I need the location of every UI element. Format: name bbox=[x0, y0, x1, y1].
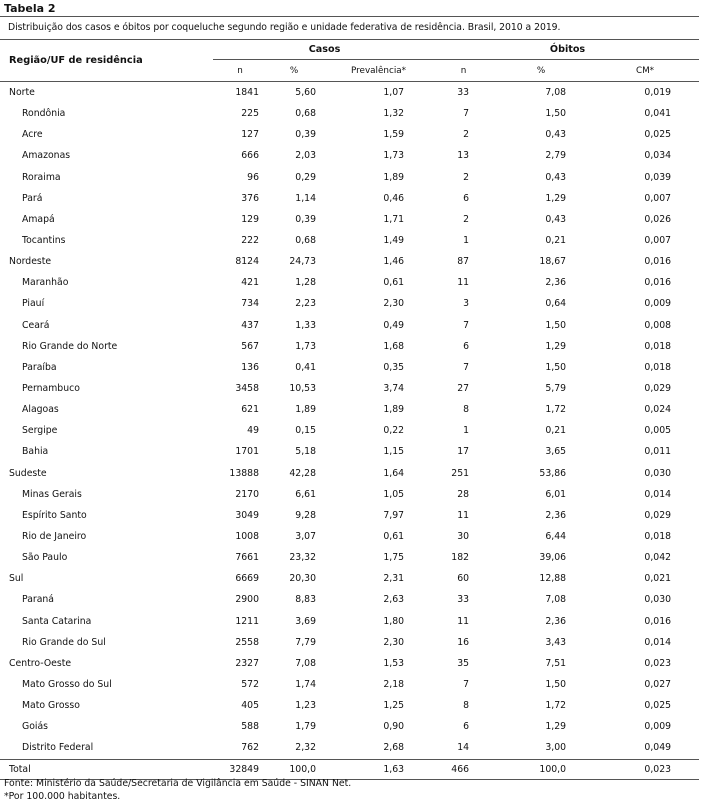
cell-cm: 0,016 bbox=[644, 256, 672, 268]
cell-casos-n: 572 bbox=[241, 679, 259, 690]
cell-name: Bahia bbox=[22, 446, 49, 458]
cell-prevalencia: 0,22 bbox=[383, 425, 405, 437]
cell-cm: 0,029 bbox=[644, 383, 672, 395]
cell-cm: 0,016 bbox=[644, 277, 672, 289]
cell-casos-pct: 0,29 bbox=[295, 171, 316, 183]
cell-casos-pct: 1,73 bbox=[295, 340, 316, 352]
cell-cm: 0,049 bbox=[644, 742, 672, 754]
cell-casos-n: 2558 bbox=[235, 636, 259, 648]
cell-casos-pct: 1,33 bbox=[295, 319, 316, 331]
cell-name: Alagoas bbox=[22, 404, 59, 416]
cell-obitos-pct: 7,08 bbox=[545, 87, 567, 99]
cell-obitos-n: 14 bbox=[457, 742, 470, 754]
cell-obitos-n: 17 bbox=[457, 446, 470, 458]
cell-prevalencia: 1,59 bbox=[383, 129, 405, 141]
cell-obitos-n: 35 bbox=[457, 657, 470, 669]
cell-casos-pct: 1,14 bbox=[295, 192, 316, 204]
cell-obitos-pct: 1,72 bbox=[545, 700, 567, 712]
cell-obitos-pct: 39,06 bbox=[539, 552, 567, 564]
cell-name: Paraíba bbox=[22, 361, 57, 373]
cell-prevalencia: 2,30 bbox=[383, 636, 405, 648]
table-row-region bbox=[0, 82, 699, 104]
table-body bbox=[0, 82, 699, 780]
cell-casos-pct: 10,53 bbox=[289, 383, 316, 395]
cell-name: Piauí bbox=[22, 298, 45, 310]
cell-obitos-pct: 1,29 bbox=[545, 721, 567, 733]
table-row-region bbox=[0, 463, 699, 484]
cell-casos-pct: 0,15 bbox=[295, 425, 316, 437]
cell-casos-pct: 5,18 bbox=[295, 446, 316, 458]
cell-cm: 0,014 bbox=[644, 636, 672, 648]
cell-cm: 0,007 bbox=[644, 235, 672, 247]
cell-cm: 0,008 bbox=[644, 319, 672, 331]
cell-obitos-n: 30 bbox=[457, 531, 470, 543]
cell-casos-pct: 23,32 bbox=[289, 552, 316, 564]
cell-obitos-n: 2 bbox=[463, 213, 470, 225]
cell-obitos-pct: 12,88 bbox=[539, 573, 567, 585]
table-row-uf bbox=[0, 441, 699, 462]
cell-prevalencia: 1,49 bbox=[383, 235, 405, 247]
cell-casos-n: 32849 bbox=[213, 759, 267, 779]
cell-prevalencia: 0,49 bbox=[383, 319, 405, 331]
table-row-uf bbox=[0, 188, 699, 209]
cell-cm: 0,034 bbox=[644, 150, 672, 162]
cell-cm: 0,024 bbox=[644, 404, 672, 416]
caption-box bbox=[0, 16, 699, 40]
cell-casos-n: 2900 bbox=[235, 594, 259, 606]
cell-casos-pct: 1,79 bbox=[295, 721, 316, 733]
cell-prevalencia: 1,68 bbox=[383, 340, 405, 352]
header-casos-n: n bbox=[213, 60, 267, 82]
cell-obitos-n: 33 bbox=[457, 87, 470, 99]
cell-prevalencia: 1,53 bbox=[383, 657, 405, 669]
cell-obitos-pct: 0,43 bbox=[545, 213, 567, 225]
cell-obitos-n: 466 bbox=[436, 759, 491, 779]
cell-casos-n: 129 bbox=[241, 213, 259, 225]
cell-casos-pct: 5,60 bbox=[295, 87, 316, 99]
table-row-uf bbox=[0, 103, 699, 124]
cell-prevalencia: 1,75 bbox=[383, 552, 405, 564]
cell-casos-n: 13888 bbox=[229, 467, 259, 479]
cell-casos-pct: 3,07 bbox=[295, 531, 316, 543]
cell-casos-n: 136 bbox=[241, 361, 259, 373]
header-prevalencia: Prevalência* bbox=[321, 60, 436, 82]
cell-obitos-n: 28 bbox=[457, 488, 470, 500]
cell-obitos-pct: 53,86 bbox=[539, 467, 567, 479]
table-row-uf bbox=[0, 632, 699, 653]
cell-name: Amapá bbox=[22, 213, 55, 225]
cell-casos-pct: 42,28 bbox=[289, 467, 316, 479]
cell-casos-n: 222 bbox=[241, 235, 259, 247]
cell-obitos-pct: 7,51 bbox=[545, 657, 567, 669]
cell-obitos-n: 1 bbox=[463, 425, 470, 437]
cell-obitos-pct: 2,79 bbox=[545, 150, 567, 162]
cell-obitos-n: 6 bbox=[463, 721, 470, 733]
cell-name: Goiás bbox=[22, 721, 49, 733]
cell-prevalencia: 1,71 bbox=[383, 213, 405, 225]
cell-name: Acre bbox=[22, 129, 43, 141]
cell-prevalencia: 1,32 bbox=[383, 108, 405, 120]
cell-prevalencia: 0,46 bbox=[383, 192, 405, 204]
cell-casos-pct: 0,41 bbox=[295, 361, 316, 373]
cell-casos-n: 405 bbox=[241, 700, 259, 712]
cell-name: Mato Grosso do Sul bbox=[22, 679, 112, 690]
cell-obitos-pct: 2,36 bbox=[545, 509, 567, 521]
table-row-uf bbox=[0, 336, 699, 357]
header-casos: Casos bbox=[308, 43, 341, 55]
cell-obitos-pct: 2,36 bbox=[545, 615, 567, 627]
cell-name: Sul bbox=[9, 573, 24, 585]
cell-name: Pernambuco bbox=[22, 383, 80, 395]
cell-obitos-n: 182 bbox=[451, 552, 470, 564]
cell-prevalencia: 2,31 bbox=[383, 573, 405, 585]
footer-source: Fonte: Ministério da Saúde/Secretaria de Vigilância em Saúde - SINAN Net. bbox=[4, 778, 352, 789]
table-row-uf bbox=[0, 378, 699, 399]
cell-obitos-pct: 1,50 bbox=[545, 319, 567, 331]
table-row-total bbox=[0, 759, 699, 779]
cell-name: Paraná bbox=[22, 594, 54, 606]
cell-prevalencia: 1,89 bbox=[383, 404, 405, 416]
cell-name: Total bbox=[0, 759, 213, 779]
footer-note: *Por 100.000 habitantes. bbox=[4, 791, 121, 802]
cell-cm: 0,030 bbox=[644, 594, 672, 606]
cell-cm: 0,007 bbox=[644, 192, 672, 204]
table-row-uf bbox=[0, 167, 699, 188]
cell-casos-pct: 7,79 bbox=[295, 636, 316, 648]
cell-casos-pct: 1,23 bbox=[295, 700, 316, 712]
cell-obitos-n: 7 bbox=[463, 319, 470, 331]
cell-prevalencia: 0,35 bbox=[383, 361, 405, 373]
cell-cm: 0,042 bbox=[644, 552, 672, 564]
cell-casos-n: 588 bbox=[241, 721, 259, 733]
table-row-region bbox=[0, 568, 699, 589]
cell-casos-pct: 9,28 bbox=[295, 509, 316, 521]
table-row-uf bbox=[0, 505, 699, 526]
cell-cm: 0,018 bbox=[644, 531, 672, 543]
table-row-uf bbox=[0, 716, 699, 737]
table-caption: Distribuição dos casos e óbitos por coqueluche segundo região e unidade federativa de residência. Brasil, 2010 a 2019. bbox=[8, 22, 561, 33]
table-row-uf bbox=[0, 526, 699, 547]
cell-obitos-n: 3 bbox=[463, 298, 470, 310]
table-row-uf bbox=[0, 420, 699, 441]
cell-prevalencia: 1,15 bbox=[383, 446, 405, 458]
cell-casos-pct: 2,03 bbox=[295, 150, 316, 162]
table-row-uf bbox=[0, 230, 699, 251]
cell-obitos-pct: 3,43 bbox=[545, 636, 567, 648]
cell-obitos-pct: 3,00 bbox=[545, 742, 567, 754]
header-obitos-n: n bbox=[436, 60, 491, 82]
cell-name: Mato Grosso bbox=[22, 700, 80, 712]
cell-casos-pct: 2,23 bbox=[295, 298, 316, 310]
data-table bbox=[0, 39, 699, 780]
table-row-region bbox=[0, 653, 699, 674]
cell-prevalencia: 0,61 bbox=[383, 277, 405, 289]
cell-name: Santa Catarina bbox=[22, 615, 92, 627]
cell-prevalencia: 3,74 bbox=[383, 383, 405, 395]
cell-casos-n: 96 bbox=[247, 171, 259, 183]
table-row-uf bbox=[0, 357, 699, 378]
table-row-uf bbox=[0, 695, 699, 716]
cell-obitos-n: 6 bbox=[463, 192, 470, 204]
cell-obitos-n: 33 bbox=[457, 594, 470, 606]
cell-prevalencia: 7,97 bbox=[383, 509, 405, 521]
cell-obitos-n: 8 bbox=[463, 700, 470, 712]
cell-name: Rio Grande do Norte bbox=[22, 340, 118, 352]
cell-casos-n: 49 bbox=[247, 425, 259, 437]
cell-casos-pct: 0,68 bbox=[295, 108, 316, 120]
cell-prevalencia: 1,73 bbox=[383, 150, 405, 162]
cell-cm: 0,026 bbox=[644, 213, 672, 225]
table-row-uf bbox=[0, 589, 699, 610]
cell-casos-n: 762 bbox=[241, 742, 259, 754]
cell-name: Ceará bbox=[22, 319, 50, 331]
cell-obitos-n: 6 bbox=[463, 340, 470, 352]
cell-name: Amazonas bbox=[22, 150, 71, 162]
cell-casos-n: 3458 bbox=[235, 383, 259, 395]
header-obitos-pct: % bbox=[491, 60, 591, 82]
cell-obitos-pct: 7,08 bbox=[545, 594, 567, 606]
cell-prevalencia: 0,61 bbox=[383, 531, 405, 543]
cell-casos-pct: 6,61 bbox=[295, 488, 316, 500]
header-casos-pct: % bbox=[267, 60, 321, 82]
table-row-uf bbox=[0, 674, 699, 695]
cell-casos-n: 7661 bbox=[235, 552, 259, 564]
cell-name: Centro-Oeste bbox=[9, 657, 72, 669]
cell-obitos-n: 1 bbox=[463, 235, 470, 247]
cell-cm: 0,030 bbox=[644, 467, 672, 479]
cell-cm: 0,009 bbox=[644, 298, 672, 310]
cell-name: Sergipe bbox=[22, 425, 58, 437]
cell-obitos-pct: 6,44 bbox=[545, 531, 567, 543]
cell-casos-pct: 24,73 bbox=[289, 256, 316, 268]
cell-prevalencia: 2,63 bbox=[383, 594, 405, 606]
cell-casos-n: 127 bbox=[241, 129, 259, 141]
cell-name: Rondônia bbox=[22, 108, 66, 120]
cell-cm: 0,023 bbox=[644, 657, 672, 669]
cell-prevalencia: 1,63 bbox=[321, 759, 436, 779]
table-row-uf bbox=[0, 293, 699, 314]
table-row-uf bbox=[0, 315, 699, 336]
cell-casos-n: 567 bbox=[241, 340, 259, 352]
cell-casos-pct: 2,32 bbox=[295, 742, 316, 754]
header-cm: CM* bbox=[591, 60, 699, 82]
table-row-uf bbox=[0, 209, 699, 230]
cell-casos-pct: 0,39 bbox=[295, 129, 316, 141]
cell-name: Rio de Janeiro bbox=[22, 531, 87, 543]
cell-cm: 0,041 bbox=[644, 108, 672, 120]
cell-casos-n: 2327 bbox=[235, 657, 259, 669]
cell-name: Norte bbox=[9, 87, 35, 99]
cell-prevalencia: 1,05 bbox=[383, 488, 405, 500]
cell-prevalencia: 1,46 bbox=[383, 256, 405, 268]
cell-casos-n: 1841 bbox=[235, 87, 259, 99]
cell-obitos-pct: 0,43 bbox=[545, 171, 567, 183]
cell-obitos-n: 11 bbox=[457, 509, 470, 521]
cell-casos-n: 3049 bbox=[235, 509, 259, 521]
cell-cm: 0,021 bbox=[644, 573, 672, 585]
cell-obitos-pct: 2,36 bbox=[545, 277, 567, 289]
table-row-uf bbox=[0, 737, 699, 759]
cell-name: Nordeste bbox=[9, 256, 52, 268]
cell-casos-pct: 0,39 bbox=[295, 213, 316, 225]
cell-name: Maranhão bbox=[22, 277, 69, 289]
cell-cm: 0,039 bbox=[644, 171, 672, 183]
cell-casos-n: 621 bbox=[241, 404, 259, 416]
cell-obitos-n: 7 bbox=[463, 108, 470, 120]
cell-prevalencia: 1,07 bbox=[383, 87, 405, 99]
cell-prevalencia: 0,90 bbox=[383, 721, 405, 733]
cell-cm: 0,005 bbox=[644, 425, 672, 437]
cell-obitos-n: 2 bbox=[463, 129, 470, 141]
cell-cm: 0,025 bbox=[644, 700, 672, 712]
cell-casos-pct: 8,83 bbox=[295, 594, 316, 606]
cell-name: Rio Grande do Sul bbox=[22, 636, 106, 648]
cell-cm: 0,009 bbox=[644, 721, 672, 733]
cell-casos-n: 666 bbox=[241, 150, 259, 162]
cell-prevalencia: 2,18 bbox=[383, 679, 405, 690]
header-obitos: Óbitos bbox=[549, 43, 586, 55]
cell-casos-n: 1211 bbox=[235, 615, 259, 627]
table-row-region bbox=[0, 251, 699, 272]
cell-casos-n: 1008 bbox=[235, 531, 259, 543]
cell-obitos-n: 87 bbox=[457, 256, 470, 268]
cell-name: Roraima bbox=[22, 171, 61, 183]
cell-prevalencia: 2,68 bbox=[383, 742, 405, 754]
table-row-uf bbox=[0, 272, 699, 293]
header-row-groups bbox=[0, 39, 699, 60]
cell-cm: 0,018 bbox=[644, 340, 672, 352]
table-label: Tabela 2 bbox=[4, 2, 56, 15]
cell-cm: 0,019 bbox=[644, 87, 672, 99]
cell-prevalencia: 1,64 bbox=[383, 467, 405, 479]
cell-casos-pct: 1,74 bbox=[295, 679, 316, 690]
cell-casos-pct: 0,68 bbox=[295, 235, 316, 247]
cell-obitos-pct: 1,50 bbox=[545, 108, 567, 120]
cell-casos-pct: 7,08 bbox=[295, 657, 316, 669]
cell-casos-pct: 3,69 bbox=[295, 615, 316, 627]
cell-cm: 0,018 bbox=[644, 361, 672, 373]
cell-cm: 0,029 bbox=[644, 509, 672, 521]
cell-obitos-n: 11 bbox=[457, 615, 470, 627]
cell-name: Minas Gerais bbox=[22, 488, 82, 500]
table-row-uf bbox=[0, 399, 699, 420]
cell-obitos-n: 7 bbox=[463, 679, 470, 690]
cell-cm: 0,027 bbox=[644, 679, 672, 690]
cell-casos-pct: 1,89 bbox=[295, 404, 316, 416]
cell-obitos-pct: 5,79 bbox=[545, 383, 567, 395]
cell-casos-n: 421 bbox=[241, 277, 259, 289]
cell-obitos-n: 16 bbox=[457, 636, 470, 648]
cell-prevalencia: 1,25 bbox=[383, 700, 405, 712]
cell-cm: 0,023 bbox=[591, 759, 699, 779]
cell-obitos-pct: 1,50 bbox=[545, 679, 567, 690]
cell-obitos-n: 60 bbox=[457, 573, 470, 585]
cell-obitos-pct: 18,67 bbox=[539, 256, 567, 268]
cell-obitos-n: 27 bbox=[457, 383, 470, 395]
cell-cm: 0,016 bbox=[644, 615, 672, 627]
cell-obitos-pct: 3,65 bbox=[545, 446, 567, 458]
cell-obitos-pct: 1,29 bbox=[545, 192, 567, 204]
cell-obitos-pct: 1,29 bbox=[545, 340, 567, 352]
table-row-uf bbox=[0, 145, 699, 166]
cell-name: Pará bbox=[22, 192, 43, 204]
cell-casos-pct: 1,28 bbox=[295, 277, 316, 289]
cell-name: Distrito Federal bbox=[22, 742, 94, 754]
cell-cm: 0,011 bbox=[644, 446, 672, 458]
cell-casos-n: 8124 bbox=[235, 256, 259, 268]
cell-name: Sudeste bbox=[9, 467, 47, 479]
cell-obitos-n: 11 bbox=[457, 277, 470, 289]
cell-obitos-n: 8 bbox=[463, 404, 470, 416]
cell-obitos-pct: 1,72 bbox=[545, 404, 567, 416]
cell-casos-n: 376 bbox=[241, 192, 259, 204]
header-region: Região/UF de residência bbox=[0, 39, 213, 82]
cell-obitos-pct: 6,01 bbox=[545, 488, 567, 500]
cell-obitos-pct: 0,21 bbox=[545, 235, 567, 247]
cell-name: Tocantins bbox=[22, 235, 66, 247]
cell-casos-pct: 20,30 bbox=[289, 573, 316, 585]
table-row-uf bbox=[0, 547, 699, 568]
cell-obitos-pct: 100,0 bbox=[491, 759, 591, 779]
cell-obitos-pct: 0,21 bbox=[545, 425, 567, 437]
cell-casos-pct: 100,0 bbox=[267, 759, 321, 779]
cell-obitos-n: 251 bbox=[451, 467, 470, 479]
cell-prevalencia: 1,80 bbox=[383, 615, 405, 627]
cell-name: Espírito Santo bbox=[22, 509, 87, 521]
cell-obitos-pct: 1,50 bbox=[545, 361, 567, 373]
cell-casos-n: 6669 bbox=[235, 573, 259, 585]
cell-obitos-n: 7 bbox=[463, 361, 470, 373]
cell-cm: 0,014 bbox=[644, 488, 672, 500]
cell-casos-n: 734 bbox=[241, 298, 259, 310]
table-row-uf bbox=[0, 611, 699, 632]
table-row-uf bbox=[0, 124, 699, 145]
cell-obitos-pct: 0,64 bbox=[545, 298, 567, 310]
cell-name: São Paulo bbox=[22, 552, 68, 564]
cell-prevalencia: 1,89 bbox=[383, 171, 405, 183]
cell-casos-n: 437 bbox=[241, 319, 259, 331]
cell-casos-n: 225 bbox=[241, 108, 259, 120]
cell-prevalencia: 2,30 bbox=[383, 298, 405, 310]
cell-casos-n: 2170 bbox=[235, 488, 259, 500]
table-row-uf bbox=[0, 484, 699, 505]
cell-casos-n: 1701 bbox=[235, 446, 259, 458]
cell-obitos-n: 2 bbox=[463, 171, 470, 183]
cell-cm: 0,025 bbox=[644, 129, 672, 141]
cell-obitos-pct: 0,43 bbox=[545, 129, 567, 141]
cell-obitos-n: 13 bbox=[457, 150, 470, 162]
